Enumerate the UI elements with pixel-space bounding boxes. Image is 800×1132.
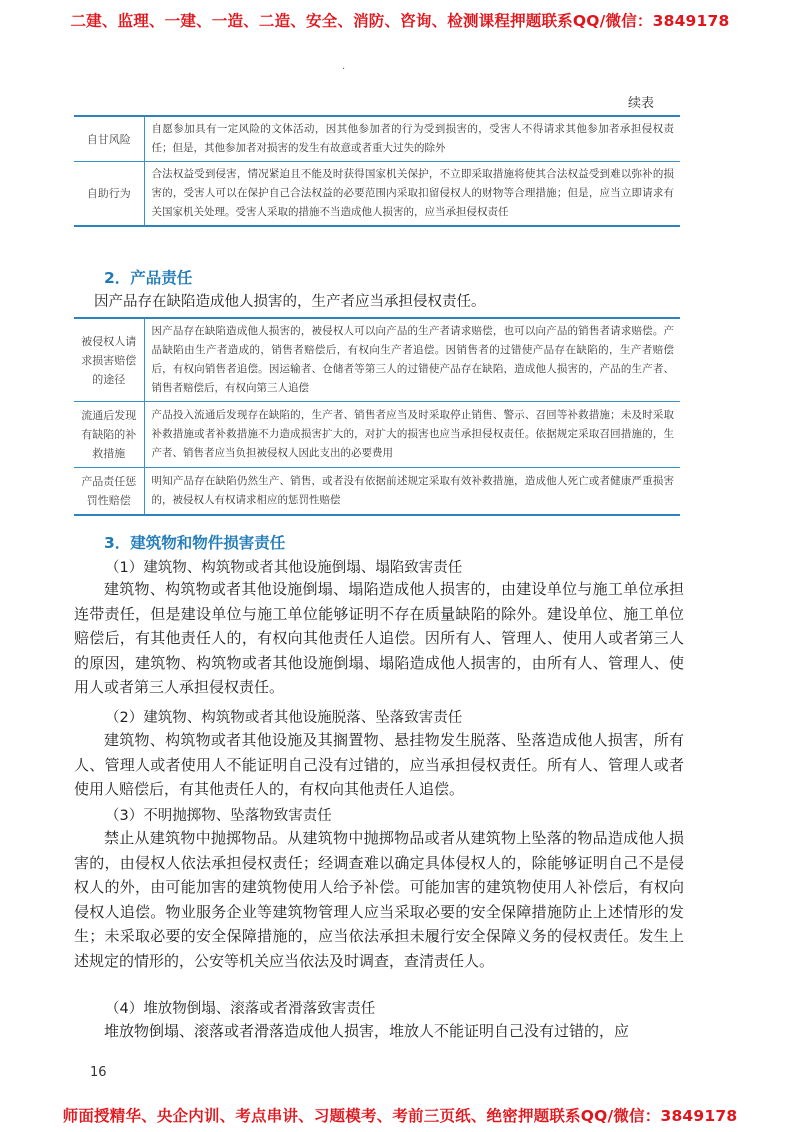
- subheading-piled-objects: （4）堆放物倒塌、滚落或者滑落致害责任: [105, 1001, 376, 1017]
- paragraph-piled-objects: 堆放物倒塌、滚落或者滑落造成他人损害，堆放人不能证明自己没有过错的，应: [104, 1022, 630, 1040]
- table-row: [74, 116, 680, 162]
- table-row: [74, 402, 680, 468]
- subheading-thrown-objects: （3）不明抛掷物、坠落物致害责任: [105, 808, 332, 824]
- subheading-collapse: （1）建筑物、构筑物或者其他设施倒塌、塌陷致害责任: [105, 560, 463, 576]
- bottom-ad-banner: 师面授精华、央企内训、考点串讲、习题模考、考前三页纸、绝密押题联系QQ/微信：3849178: [62, 1107, 738, 1125]
- top-ad-banner: 二建、监理、一建、一造、二造、安全、消防、咨询、检测课程押题联系QQ/微信：3849178: [70, 12, 730, 30]
- page-mark: ·: [342, 64, 346, 75]
- paragraph-collapse: 建筑物、构筑物或者其他设施倒塌、塌陷造成他人损害的，由建设单位与施工单位承担连带责任，但是建设单位与施工单位能够证明不存在质量缺陷的除外。建设单位、施工单位赔偿后，有其他责任人的，有权向其他责任人追偿。因所有人、管理人、使用人或者第三人的原因，建筑物、构筑物或者其他设施倒塌、塌陷造成他人损害的，由所有人、管理人、使用人或者第三人承担侵权责任。: [74, 580, 684, 696]
- row-label: 自助行为: [74, 162, 144, 227]
- row-label: 流通后发现有缺陷的补救措施: [74, 402, 144, 468]
- continued-label: 续表: [628, 96, 655, 111]
- row-text: 合法权益受到侵害，情况紧迫且不能及时获得国家机关保护，不立即采取措施将使其合法权益受到难以弥补的损害的，受害人可以在保护自己合法权益的必要范围内采取扣留侵权人的财物等合理措施；但是，应当立即请求有关国家机关处理。受害人采取的措施不当造成他人损害的，应当承担侵权责任: [144, 162, 680, 227]
- paragraph-thrown-objects: 禁止从建筑物中抛掷物品。从建筑物中抛掷物品或者从建筑物上坠落的物品造成他人损害的，由侵权人依法承担侵权责任；经调查难以确定具体侵权人的，除能够证明自己不是侵权人的外，由可能加害的建筑物使用人给予补偿。可能加害的建筑物使用人补偿后，有权向侵权人追偿。物业服务企业等建筑物管理人应当采取必要的安全保障措施防止上述情形的发生；未采取必要的安全保障措施的，应当依法承担未履行安全保障义务的侵权责任。发生上述规定的情形的，公安等机关应当依法及时调查，查清责任人。: [74, 829, 684, 970]
- row-text: 因产品存在缺陷造成他人损害的，被侵权人可以向产品的生产者请求赔偿，也可以向产品的销售者请求赔偿。产品缺陷由生产者造成的，销售者赔偿后，有权向生产者追偿。因销售者的过错使产品存在缺陷的，生产者赔偿后，有权向销售者追偿。因运输者、仓储者等第三人的过错使产品存在缺陷，造成他人损害的，产品的生产者、销售者赔偿后，有权向第三人追偿: [144, 318, 680, 402]
- section-intro: 因产品存在缺陷造成他人损害的，生产者应当承担侵权责任。: [94, 294, 486, 310]
- page-number: 16: [90, 1065, 107, 1080]
- product-liability-table: [74, 317, 680, 516]
- subheading-falling-off: （2）建筑物、构筑物或者其他设施脱落、坠落致害责任: [105, 710, 463, 726]
- risk-table: [74, 115, 680, 227]
- section-heading-building-liability: 3．建筑物和物件损害责任: [104, 534, 286, 552]
- table-row: [74, 318, 680, 402]
- table-row: [74, 162, 680, 227]
- table-row: [74, 468, 680, 516]
- row-text: 自愿参加具有一定风险的文体活动，因其他参加者的行为受到损害的，受害人不得请求其他参加者承担侵权责任；但是，其他参加者对损害的发生有故意或者重大过失的除外: [144, 116, 680, 162]
- row-label: 被侵权人请求损害赔偿的途径: [74, 318, 144, 402]
- row-label: 产品责任惩罚性赔偿: [74, 468, 144, 516]
- row-text: 明知产品存在缺陷仍然生产、销售，或者没有依据前述规定采取有效补救措施，造成他人死亡或者健康严重损害的，被侵权人有权请求相应的惩罚性赔偿: [144, 468, 680, 516]
- row-label: 自甘风险: [74, 116, 144, 162]
- row-text: 产品投入流通后发现存在缺陷的，生产者、销售者应当及时采取停止销售、警示、召回等补救措施；未及时采取补救措施或者补救措施不力造成损害扩大的，对扩大的损害也应当承担侵权责任。依据规定采取召回措施的，生产者、销售者应当负担被侵权人因此支出的必要费用: [144, 402, 680, 468]
- section-heading-product-liability: 2．产品责任: [104, 269, 193, 287]
- paragraph-falling-off: 建筑物、构筑物或者其他设施及其搁置物、悬挂物发生脱落、坠落造成他人损害，所有人、管理人或者使用人不能证明自己没有过错的，应当承担侵权责任。所有人、管理人或者使用人赔偿后，有其他责任人的，有权向其他责任人追偿。: [74, 731, 684, 798]
